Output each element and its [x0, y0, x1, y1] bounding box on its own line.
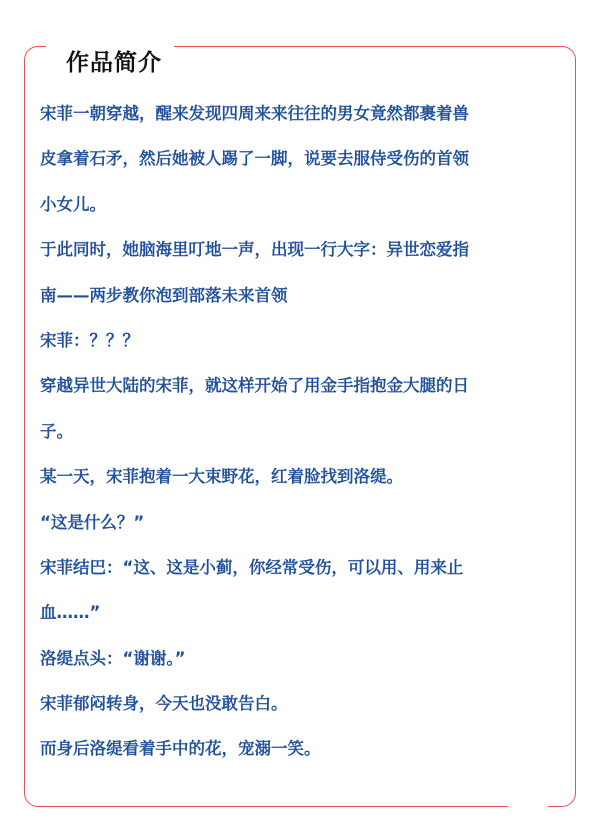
text-line: 于此同时，她脑海里叮地一声，出现一行大字：异世恋爱指 [40, 240, 469, 260]
text-line: 洛缇点头：“谢谢。” [40, 648, 186, 668]
text-line: 子。 [40, 421, 73, 441]
text-line: 皮拿着石矛，然后她被人踢了一脚，说要去服侍受伤的首领 [40, 149, 469, 169]
text-line: “这是什么？” [40, 512, 145, 532]
text-line: 某一天，宋菲抱着一大束野花，红着脸找到洛缇。 [40, 467, 403, 487]
section-header [46, 40, 174, 80]
text-line: 宋菲结巴：“这、这是小蓟，你经常受伤，可以用、用来止 [40, 557, 464, 577]
section-title: 作品简介 [66, 49, 162, 76]
text-line: 而身后洛缇看着手中的花，宠溺一笑。 [40, 739, 321, 759]
frame-gap [508, 800, 548, 814]
text-line: 血……” [40, 603, 101, 623]
synopsis-text [40, 96, 560, 777]
text-line: 宋菲一朝穿越，醒来发现四周来来往往的男女竟然都裹着兽 [40, 104, 469, 123]
text-line: 宋菲郁闷转身，今天也没敢告白。 [40, 694, 288, 714]
text-line: 穿越异世大陆的宋菲，就这样开始了用金手指抱金大腿的日 [40, 376, 469, 396]
text-line: 宋菲：？？？ [40, 330, 139, 350]
text-line: 小女儿。 [40, 194, 106, 214]
text-line: 南——两步教你泡到部落未来首领 [40, 285, 288, 305]
